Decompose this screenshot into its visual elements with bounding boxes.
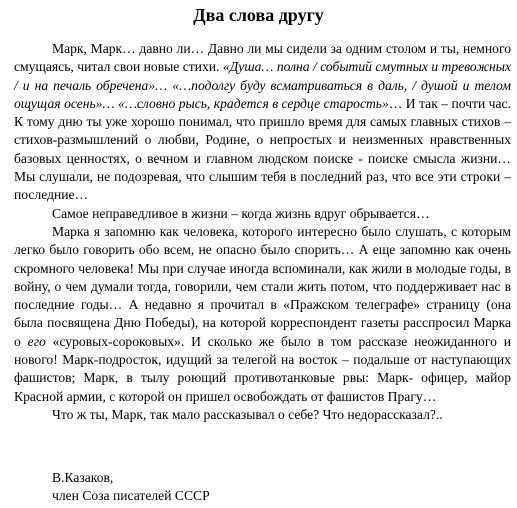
paragraph-1-text-end: … И так – почти час. К тому дню ты уже хорошо понимал, что пришло время для самых главных стихов – стихов-размышлений о любви, Родине, о непростых и неизменных нравственных базовых ценностях, о вечном и главном людском поиске - поиске смысла жизни… Мы слушали, не подозревая, что слышим тебя в последний раз, что все эти строки – последние… <box>14 95 511 203</box>
paragraph-3-text-end: «суровых-сороковых». И сколько же было в том рассказе неожиданного и нового! Марк-подросток, идущий за телегой на восток – подальше от наступающих фашистов; Марк, в тылу роющий противотанковые рвы: Марк- офицер, майор Красной армии, с которой он пришел освобождать от фашистов Прагу… <box>14 333 511 404</box>
paragraph-3-text-start: Марка я запомню как человека, которого интересно было слушать, с которым легко было говорить обо всем, не опасно было спорить… А еще запомню как очень скромного человека! Мы при случае иногда вспоминали, как жили в молодые годы, в войну, о чем думали тогда, говорили, чем стали жить потом, что поддерживает нас в последние годы… А недавно я прочитал в «Пражском телеграфе» страницу (она была посвящена Дню Победы), на которой корреспондент газеты расспросил Марка о <box>14 223 511 349</box>
paragraph-1-text-start: Марк, Марк… давно ли… Давно ли мы сидели за одним столом и ты, немного смущаясь, читал свои новые стихи. <box>14 41 511 75</box>
paragraph-1 <box>14 40 511 205</box>
paragraph-2: Самое неправедливое в жизни – когда жизнь вдруг обрывается… <box>52 205 430 221</box>
paragraph-3-italic-word: его <box>27 333 46 349</box>
author-role: член Соза писателей СССР <box>52 488 210 504</box>
author-name: В.Казаков, <box>52 470 114 485</box>
signature-block <box>52 469 210 506</box>
article-body <box>14 40 511 424</box>
poem-quote-3: «…словно рысь, крадется в сердце старость» <box>118 95 389 111</box>
poem-quote-1: «Душа… полна / событий смутных и тревожных / и на печаль обречена»… <box>14 59 511 93</box>
article-title: Два слова другу <box>193 5 324 25</box>
poem-quote-2: «…подолгу буду всматриваться в даль, / душой и телом ощущая осень»… <box>14 77 512 111</box>
paragraph-3 <box>14 223 511 406</box>
paragraph-4: Что ж ты, Марк, так мало рассказывал о себе? Что недорассказал?.. <box>52 406 443 422</box>
